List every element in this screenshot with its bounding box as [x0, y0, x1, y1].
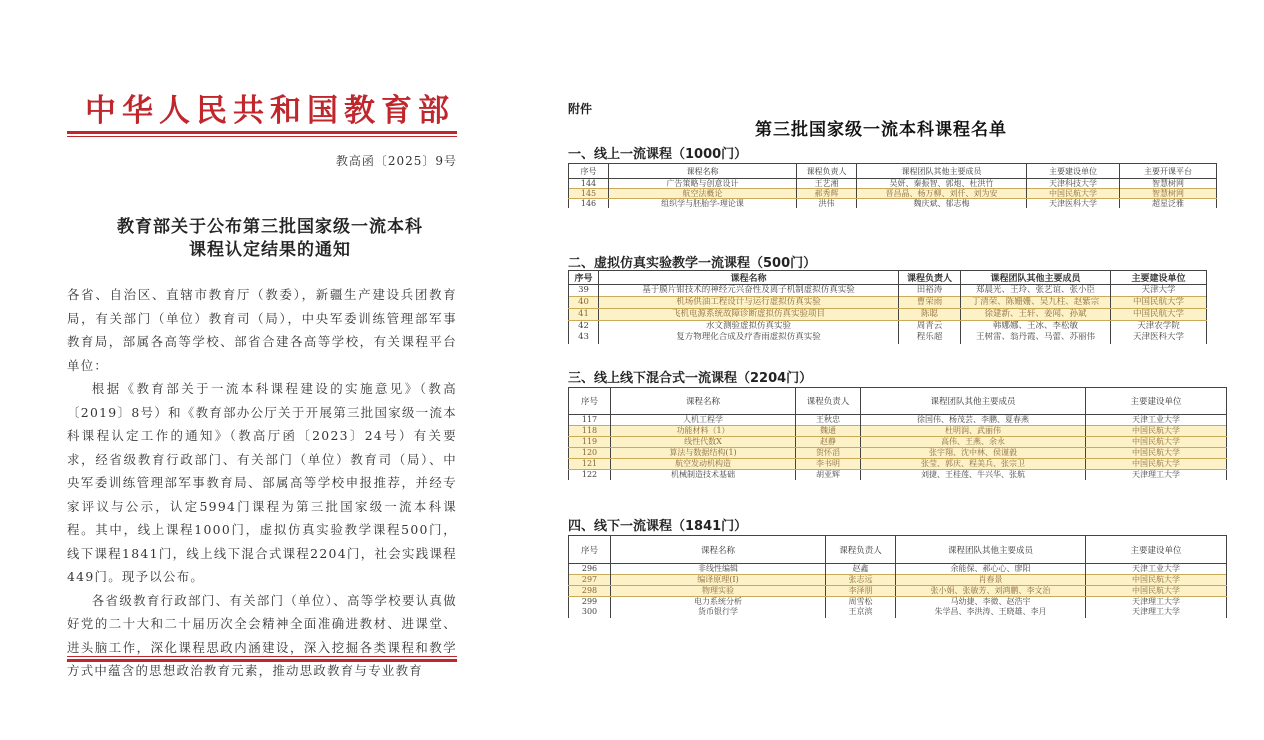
cell-lead: 贺怀滔	[796, 448, 861, 459]
header-col-team: 课程团队其他主要成员	[961, 271, 1111, 285]
masthead-rule-thin	[67, 136, 457, 137]
cell-team: 马幼捷、李微、赵浩宇	[896, 597, 1086, 608]
table-row	[569, 575, 1227, 586]
table-row	[569, 285, 1207, 297]
cell-unit: 天津理工大学	[1086, 607, 1227, 618]
cell-lead: 赵鑫	[826, 564, 896, 575]
cell-number: 120	[569, 448, 611, 459]
cell-unit: 天津理工大学	[1086, 597, 1227, 608]
header-col-number: 序号	[569, 271, 599, 285]
table-row	[569, 297, 1207, 309]
cell-unit: 天津医科大学	[1111, 332, 1207, 344]
header-col-lead: 课程负责人	[797, 164, 857, 179]
table-virtual-courses	[568, 270, 1207, 344]
header-col-lead: 课程负责人	[826, 536, 896, 564]
cell-lead: 王艺湘	[797, 179, 857, 189]
cell-course-name: 机场供油工程设计与运行虚拟仿真实验	[599, 297, 899, 309]
header-col-platform: 主要开课平台	[1120, 164, 1217, 179]
cell-unit: 中国民航大学	[1086, 448, 1227, 459]
table-row	[569, 321, 1207, 333]
header-col-team: 课程团队其他主要成员	[857, 164, 1027, 179]
cell-number: 118	[569, 426, 611, 437]
cell-platform: 超星泛雅	[1120, 199, 1217, 209]
cell-number: 298	[569, 586, 611, 597]
header-col-lead: 课程负责人	[899, 271, 961, 285]
header-col-unit: 主要建设单位	[1086, 388, 1227, 415]
cell-team: 王树雷、翁丹霞、马蕾、苏丽伟	[961, 332, 1111, 344]
notice-title-line1: 教育部关于公布第三批国家级一流本科	[117, 217, 423, 237]
header-col-unit: 主要建设单位	[1027, 164, 1120, 179]
cell-lead: 赵静	[796, 437, 861, 448]
section-heading-offline: 四、线下一流课程（1841门）	[568, 519, 748, 534]
cell-number: 296	[569, 564, 611, 575]
notice-title-line2: 课程认定结果的通知	[189, 240, 351, 260]
cell-number: 299	[569, 597, 611, 608]
cell-course-name: 组织学与胚胎学-理论课	[609, 199, 797, 209]
cell-unit: 中国民航大学	[1086, 459, 1227, 470]
header-col-course-name: 课程名称	[611, 536, 826, 564]
attachment-title: 第三批国家级一流本科课程名单	[755, 120, 1007, 140]
attachment-label: 附件	[568, 102, 593, 116]
table-header-row	[569, 164, 1217, 179]
cell-lead: 程乐超	[899, 332, 961, 344]
cell-team: 朱学昌、李洪涛、王晓雄、李月	[896, 607, 1086, 618]
section-heading-virtual: 二、虚拟仿真实验教学一流课程（500门）	[568, 256, 817, 271]
cell-course-name: 功能材料（1）	[611, 426, 796, 437]
cell-course-name: 广告策略与创意设计	[609, 179, 797, 189]
table-offline-courses	[568, 535, 1227, 618]
cell-unit: 中国民航大学	[1086, 575, 1227, 586]
cell-team: 杜明润、武丽伟	[861, 426, 1086, 437]
attachment-page	[560, 95, 1240, 635]
cell-lead: 周雪松	[826, 597, 896, 608]
table-header-row	[569, 388, 1227, 415]
header-col-course-name: 课程名称	[599, 271, 899, 285]
cell-unit: 天津医科大学	[1027, 199, 1120, 209]
header-col-number: 序号	[569, 536, 611, 564]
cell-number: 300	[569, 607, 611, 618]
table-row	[569, 470, 1227, 481]
cell-team: 徐国伟、杨茂芸、李鹏、夏春燕	[861, 415, 1086, 426]
header-col-course-name: 课程名称	[611, 388, 796, 415]
table-row	[569, 415, 1227, 426]
cell-team: 晋昌晶、杨万柳、刘仟、刘为安	[857, 189, 1027, 199]
cell-team: 肖春景	[896, 575, 1086, 586]
document-number: 教高函〔2025〕9号	[335, 154, 457, 168]
cell-unit: 中国民航大学	[1086, 586, 1227, 597]
table-row	[569, 597, 1227, 608]
cell-platform: 智慧树网	[1120, 179, 1217, 189]
cell-number: 43	[569, 332, 599, 344]
cell-lead: 陈聪	[899, 309, 961, 321]
table-row	[569, 199, 1217, 209]
cell-team: 吴妍、秦振智、郭炮、杜洪竹	[857, 179, 1027, 189]
cell-unit: 天津理工大学	[1086, 470, 1227, 481]
header-col-unit: 主要建设单位	[1111, 271, 1207, 285]
cell-number: 41	[569, 309, 599, 321]
cell-lead: 郝秀辉	[797, 189, 857, 199]
cell-course-name: 编译原理(I)	[611, 575, 826, 586]
cell-unit: 中国民航大学	[1086, 426, 1227, 437]
notice-title	[60, 216, 480, 262]
cell-unit: 中国民航大学	[1111, 309, 1207, 321]
cell-unit: 天津农学院	[1111, 321, 1207, 333]
table-row	[569, 564, 1227, 575]
footer-rule-thin	[67, 656, 457, 657]
cell-team: 韩娜娜、王冰、李松敏	[961, 321, 1111, 333]
cell-team: 刘捷、王桂莲、牛兴华、张航	[861, 470, 1086, 481]
notice-paragraph-basis: 根据《教育部关于一流本科课程建设的实施意见》（教高〔2019〕8号）和《教育部办公厅关于开展第三批国家级一流本科课程认定工作的通知》（教高厅函〔2023〕24号）有关要求，经省级教育行政部门、有关部门（单位）教育司（局）、中央军委训练管理部军事教育局、部属高等学校申报推荐，并经专家评议与公示，认定5994门课程为第三批国家级一流本科课程。其中，线上课程1000门，虚拟仿真实验教学课程500门，线下课程1841门，线上线下混合式课程2204门，社会实践课程449门。现予以公布。	[67, 381, 457, 584]
notice-body	[67, 283, 457, 683]
cell-number: 39	[569, 285, 599, 297]
table-header-row	[569, 536, 1227, 564]
cell-unit: 天津工业大学	[1086, 564, 1227, 575]
cell-lead: 胡亚辉	[796, 470, 861, 481]
cell-unit: 中国民航大学	[1111, 297, 1207, 309]
cell-team: 余能保、郝心心、廖阳	[896, 564, 1086, 575]
notice-paragraph-addressees: 各省、自治区、直辖市教育厅（教委），新疆生产建设兵团教育局，有关部门（单位）教育司（局），中央军委训练管理部军事教育局，部属各高等学校、部省合建各高等学校，有关课程平台单位：	[67, 287, 457, 373]
cell-number: 122	[569, 470, 611, 481]
header-col-team: 课程团队其他主要成员	[861, 388, 1086, 415]
cell-course-name: 非线性编辑	[611, 564, 826, 575]
header-col-course-name: 课程名称	[609, 164, 797, 179]
cell-lead: 王秋忠	[796, 415, 861, 426]
cell-course-name: 航空法概论	[609, 189, 797, 199]
table-blended-courses	[568, 387, 1227, 480]
cell-unit: 天津大学	[1111, 285, 1207, 297]
cell-team: 丁清荣、陈姗姗、吴九柱、赵紫宗	[961, 297, 1111, 309]
cell-course-name: 水文测验虚拟仿真实验	[599, 321, 899, 333]
cell-unit: 天津科技大学	[1027, 179, 1120, 189]
cell-unit: 中国民航大学	[1086, 437, 1227, 448]
table-online-courses	[568, 163, 1217, 208]
table-row	[569, 437, 1227, 448]
header-col-unit: 主要建设单位	[1086, 536, 1227, 564]
cell-team: 高伟、王燕、余永	[861, 437, 1086, 448]
table-row	[569, 179, 1217, 189]
cell-number: 42	[569, 321, 599, 333]
cell-lead: 王京滨	[826, 607, 896, 618]
cell-course-name: 线性代数X	[611, 437, 796, 448]
cell-course-name: 飞机电源系统故障诊断虚拟仿真实验项目	[599, 309, 899, 321]
cell-number: 146	[569, 199, 609, 209]
header-col-team: 课程团队其他主要成员	[896, 536, 1086, 564]
cell-team: 魏庆斌、郁志梅	[857, 199, 1027, 209]
cell-number: 297	[569, 575, 611, 586]
notice-paragraph-requirements: 各省级教育行政部门、有关部门（单位）、高等学校要认真做好党的二十大和二十届历次全会精神全面准确进教材、进课堂、进头脑工作，深化课程思政内涵建设，深入挖掘各类课程和教学方式中蕴含的思想政治教育元素，推动思政教育与专业教育	[67, 592, 457, 678]
cell-lead: 周青云	[899, 321, 961, 333]
cell-course-name: 算法与数据结构(1)	[611, 448, 796, 459]
cell-number: 144	[569, 179, 609, 189]
header-col-number: 序号	[569, 388, 611, 415]
cell-lead: 李书明	[796, 459, 861, 470]
cell-lead: 曹荣雨	[899, 297, 961, 309]
cell-course-name: 货币银行学	[611, 607, 826, 618]
notice-page	[60, 80, 480, 680]
cell-unit: 天津工业大学	[1086, 415, 1227, 426]
cell-team: 郑晨光、王玲、张艺谊、张小臣	[961, 285, 1111, 297]
cell-course-name: 物理实验	[611, 586, 826, 597]
cell-number: 145	[569, 189, 609, 199]
header-col-lead: 课程负责人	[796, 388, 861, 415]
cell-lead: 李泽朋	[826, 586, 896, 597]
cell-unit: 中国民航大学	[1027, 189, 1120, 199]
cell-course-name: 航空发动机构造	[611, 459, 796, 470]
table-header-row	[569, 271, 1207, 285]
cell-number: 117	[569, 415, 611, 426]
cell-course-name: 机械制造技术基础	[611, 470, 796, 481]
table-row	[569, 448, 1227, 459]
section-heading-blended: 三、线上线下混合式一流课程（2204门）	[568, 371, 813, 386]
masthead-rule-thick	[67, 131, 457, 134]
table-row	[569, 426, 1227, 437]
cell-lead: 魏通	[796, 426, 861, 437]
cell-lead: 洪伟	[797, 199, 857, 209]
cell-course-name: 基于膜片钳技术的神经元兴奋性及离子机制虚拟仿真实验	[599, 285, 899, 297]
cell-team: 张莹、郭庆、程美兵、张宗卫	[861, 459, 1086, 470]
cell-course-name: 人机工程学	[611, 415, 796, 426]
table-row	[569, 332, 1207, 344]
cell-platform: 智慧树网	[1120, 189, 1217, 199]
cell-team: 徐建新、王轩、姜闻、孙斌	[961, 309, 1111, 321]
cell-number: 40	[569, 297, 599, 309]
cell-number: 121	[569, 459, 611, 470]
table-row	[569, 189, 1217, 199]
cell-team: 张小娟、张敏芳、刘鸿鹏、李文治	[896, 586, 1086, 597]
header-col-number: 序号	[569, 164, 609, 179]
cell-course-name: 电力系统分析	[611, 597, 826, 608]
cell-lead: 田裕涛	[899, 285, 961, 297]
table-row	[569, 607, 1227, 618]
table-row	[569, 309, 1207, 321]
section-heading-online: 一、线上一流课程（1000门）	[568, 147, 748, 162]
cell-lead: 张志远	[826, 575, 896, 586]
table-row	[569, 459, 1227, 470]
footer-rule-thick	[67, 659, 457, 662]
cell-team: 张宇翔、沈中林、侯谨毅	[861, 448, 1086, 459]
cell-course-name: 复方物理化合成及疗香雨虚拟仿真实验	[599, 332, 899, 344]
table-row	[569, 586, 1227, 597]
cell-number: 119	[569, 437, 611, 448]
masthead-title: 中华人民共和国教育部	[85, 93, 455, 129]
